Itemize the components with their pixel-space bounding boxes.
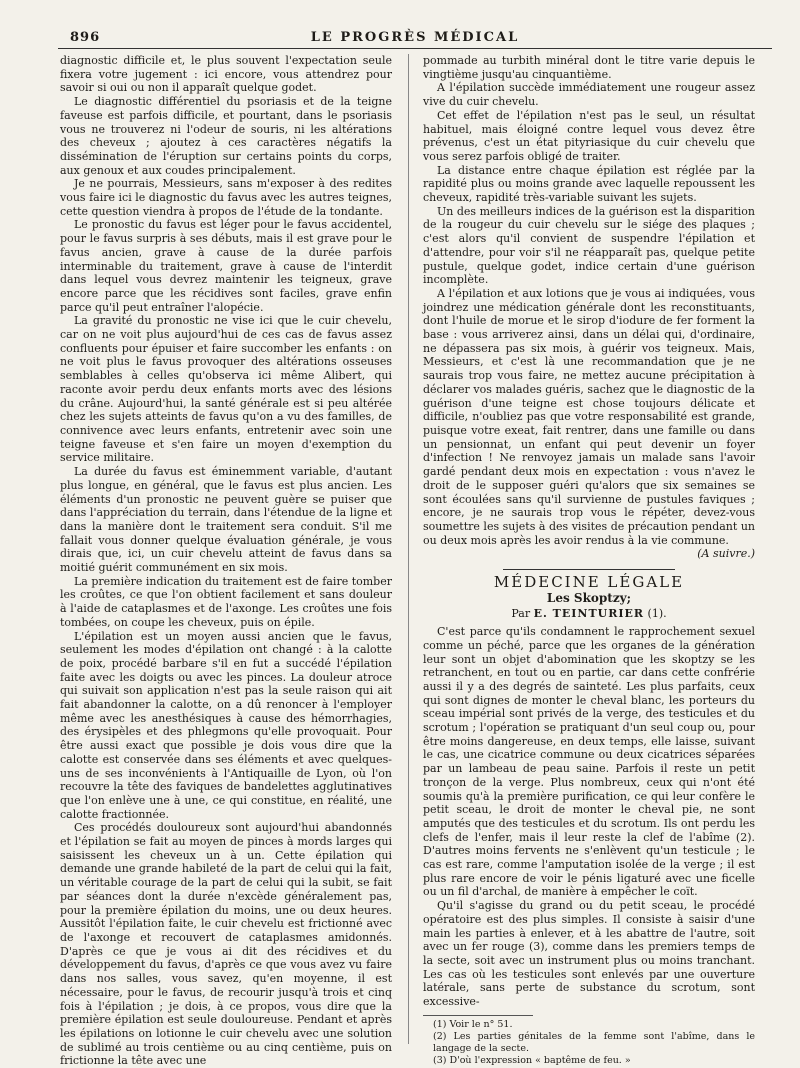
paragraph: pommade au turbith minéral dont le titre varie depuis le vingtième jusqu'au cinquantième. bbox=[423, 54, 755, 81]
paragraph: diagnostic difficile et, le plus souvent l'expectation seule fixera votre jugement : ici encore, vous attendrez pour savoir si oui ou non il apparaît quelque godet. bbox=[60, 54, 392, 95]
section-rule bbox=[503, 569, 675, 570]
section-title: MÉDECINE LÉGALE bbox=[493, 573, 685, 592]
suite-note: (A suivre.) bbox=[697, 547, 755, 561]
journal-title: LE PROGRÈS MÉDICAL bbox=[310, 30, 520, 45]
page-header bbox=[58, 28, 772, 49]
article-title: Les Skoptzy; bbox=[546, 590, 632, 605]
footnote: (1) Voir le n° 51. bbox=[433, 1018, 513, 1030]
paragraph: Cet effet de l'épilation n'est pas le seul, un résultat habituel, mais éloigné contre lequel vous devez être prévenus, c'est un état pityriasique du cuir chevelu que vous serez parfois obligé de traiter. bbox=[423, 108, 755, 163]
paragraph: L'épilation est un moyen aussi ancien que le favus, seulement les modes d'épilation ont changé : à la calotte de poix, procédé barbare s'il en fut a succédé l'épilation faite avec les doigts ou avec les pinces. La douleur atroce qui suivait son application n'est pas la seule raison qui ait fait abandonner la calotte, on a dû renoncer à l'employer même avec les anesthésiques à cause des hémorrhagies, des érysipèles et des phlegmons qu'elle provoquait. Pour être aussi exact que possible je dois vous dire que la calotte est conservée dans ses éléments et avec quelques-uns de ses inconvénients à l'Antiquaille de Lyon, où l'on recouvre la tête des faviques de bandelettes agglutinatives que l'on enlève une à une, ce qui constitue, en réalité, une calotte fractionnée. bbox=[60, 629, 392, 821]
paragraph: La gravité du pronostic ne vise ici que le cuir chevelu, car on ne voit plus aujourd'hui de ces cas de favus assez confluents pour épuiser et faire succomber les enfants : on ne voit plus le favus provoquer des altérations osseuses semblables à celles qu'observa ici même Alibert, qui raconte avoir perdu deux enfants morts avec des lésions du crâne. Aujourd'hui, la santé générale est si peu altérée chez les sujets atteints de favus qu'on a vu des familles, de connivence avec leurs enfants, entretenir avec soin une teigne faveuse et s'en faire un moyen d'exemption du service militaire. bbox=[60, 314, 392, 465]
byline-prefix: Par bbox=[511, 607, 531, 621]
paragraph: La distance entre chaque épilation est réglée par la rapidité plus ou moins grande avec laquelle repoussent les cheveux, rapidité très-variable suivant les sujets. bbox=[423, 163, 755, 205]
paragraph: Le pronostic du favus est léger pour le favus accidentel, pour le favus surpris à ses débuts, mais il est grave pour le favus ancien, grave à cause de la durée parfois interminable du traitement, grave à cause de l'interdit dans lequel vous devrez maintenir les teigneux, grave encore parce que les récidives sont faciles, grave enfin parce qu'il peut entraîner l'alopécie. bbox=[60, 218, 392, 314]
paragraph: Un des meilleurs indices de la guérison est la disparition de la rougeur du cuir chevelu sur le siége des plaques ; c'est alors qu'il convient de suspendre l'épilation et d'attendre, pour voir s'il ne réapparaît pas, quelque petite pustule, quelque godet, indice certain d'une guérison incomplète. bbox=[423, 204, 755, 287]
paragraph: Qu'il s'agisse du grand ou du petit sceau, le procédé opératoire est des plus simples. Il consiste à saisir d'une main les parties à enlever, et à les abattre de l'autre, soit avec un fer rouge (3), comme dans les premiers temps de la secte, soit avec un instrument plus ou moins tranchant. Les cas où les testicules sont enlevés par une ouverture latérale, sans perte de substance du scrotum, sont excessive- bbox=[423, 899, 755, 1009]
byline bbox=[423, 607, 755, 621]
to-be-continued bbox=[423, 547, 755, 561]
page-number: 896 bbox=[70, 30, 101, 45]
column-divider bbox=[408, 54, 409, 1044]
paragraph: Je ne pourrais, Messieurs, sans m'exposer à des redites vous faire ici le diagnostic du favus avec les autres teignes, cette question viendra à propos de l'étude de la tondante. bbox=[60, 177, 392, 218]
right-column bbox=[423, 54, 755, 1066]
paragraph: Le diagnostic différentiel du psoriasis et de la teigne faveuse est parfois difficile, et pourtant, dans le psoriasis vous ne trouverez ni l'odeur de souris, ni les altérations des cheveux ; ajoutez à ces caractères négatifs la dissémination de l'éruption sur certains points du corps, aux genoux et aux coudes principalement. bbox=[60, 95, 392, 177]
author-name: E. TEINTURIER bbox=[533, 607, 645, 621]
paragraph: A l'épilation succède immédiatement une rougeur assez vive du cuir chevelu. bbox=[423, 81, 755, 109]
footnote: (3) D'où l'expression « baptême de feu. » bbox=[433, 1054, 631, 1066]
paragraph: Ces procédés douloureux sont aujourd'hui abandonnés et l'épilation se fait au moyen de pinces à mords larges qui saisissent les cheveux un à un. Cette épilation qui demande une grande habileté de la part de celui qui la fait, un véritable courage de la part de celui qui la subit, se fait par séances dont la durée n'excède généralement pas, pour la première épilation du moins, une ou deux heures. Aussitôt l'épilation faite, le cuir chevelu est frictionné avec de l'axonge et recouvert de cataplasmes amidonnés. D'après ce que je vous ai dit des récidives et du développement du favus, d'après ce que vous avez vu faire dans nos salles, vous savez, qu'en moyenne, il est nécessaire, pour le favus, de recourir jusqu'à trois et cinq fois à l'épilation ; je dois, à ce propos, vous dire que la première épilation est seule douloureuse. Pendant et après les épilations on lotionne le cuir chevelu avec une solution de sublimé au trois centième ou au cinq centième, puis on frictionne la tête avec une bbox=[60, 821, 393, 1068]
left-column bbox=[60, 54, 393, 1068]
paragraph: C'est parce qu'ils condamnent le rapprochement sexuel comme un péché, parce que les organes de la génération leur sont un objet d'abomination que les skoptzy se les retranchent, en tout ou en partie, car dans cette confrérie aussi il y a des degrés de sainteté. Les plus parfaits, ceux qui sont dignes de monter le cheval blanc, les porteurs du sceau impérial sont privés de la verge, des testicules et du scrotum ; l'opération se pratiquant d'un seul coup ou, pour être moins dangereuse, en deux temps, elle laisse, suivant le cas, une cicatrice commune ou deux cicatrices séparées par un lambeau de peau saine. Parfois il reste un petit tronçon de la verge. Plus nombreux, ceux qui n'ont été soumis qu'à la première purification, ce qui leur confère le petit sceau, le droit de monter le cheval pie, ne sont amputés que des testicules et du scrotum. Ils ont perdu les clefs de l'enfer, mais il leur reste la clef de l'abîme (2). D'autres moins fervents ne s'enlèvent qu'un testicule ; le cas est rare, comme l'amputation isolée de la verge ; il est plus rare encore de voir le pénis ligaturé avec une ficelle ou un fil d'archal, de manière à empêcher le coït. bbox=[423, 625, 755, 899]
footnote: (2) Les parties génitales de la femme sont l'abîme, dans le langage de la secte. bbox=[433, 1030, 755, 1054]
paragraph: A l'épilation et aux lotions que je vous ai indiquées, vous joindrez une médication générale dont les reconstituants, dont l'huile de morue et le sirop d'iodure de fer forment la base : vous arriverez ainsi, dans un délai qui, d'ordinaire, ne dépassera pas six mois, à guérir vos teigneux. Mais, Messieurs, et c'est là une recommandation que je ne saurais trop vous faire, ne mettez aucune précipitation à déclarer vos malades guéris, sachez que le diagnostic de la guérison d'une teigne est chose toujours délicate et difficile, n'oubliez pas que votre responsabilité est grande, puisque votre exeat, fait rentrer, dans une famille ou dans un pensionnat, un enfant qui peut devenir un foyer d'infection ! Ne renvoyez jamais un malade sans l'avoir gardé pendant deux mois en expectation : vous n'avez le droit de le supposer guéri qu'alors que six semaines se sont écoulées sans qu'il survienne de pustules faviques ; encore, je ne saurais trop vous le répéter, devez-vous soumettre les sujets à des visites de précaution pendant un ou deux mois après les avoir rendus à la vie commune. bbox=[423, 286, 755, 547]
footnote-ref: (1). bbox=[647, 607, 667, 621]
paragraph: La durée du favus est éminemment variable, d'autant plus longue, en général, que le favus est plus ancien. Les éléments d'un pronostic ne peuvent guère se puiser que dans l'appréciation du terrain, dans l'étendue de la ligne et dans la manière dont le traitement sera conduit. S'il me fallait vous donner quelque évaluation générale, je vous dirais que, ici, un cuir chevelu atteint de favus dans sa moitié guérit communément en six mois. bbox=[60, 465, 392, 575]
footnote-rule bbox=[423, 1015, 533, 1016]
paragraph: La première indication du traitement est de faire tomber les croûtes, ce que l'on obtient facilement et sans douleur à l'aide de cataplasmes et de l'axonge. Les croûtes une fois tombées, on coupe les cheveux, puis on épile. bbox=[60, 574, 392, 629]
